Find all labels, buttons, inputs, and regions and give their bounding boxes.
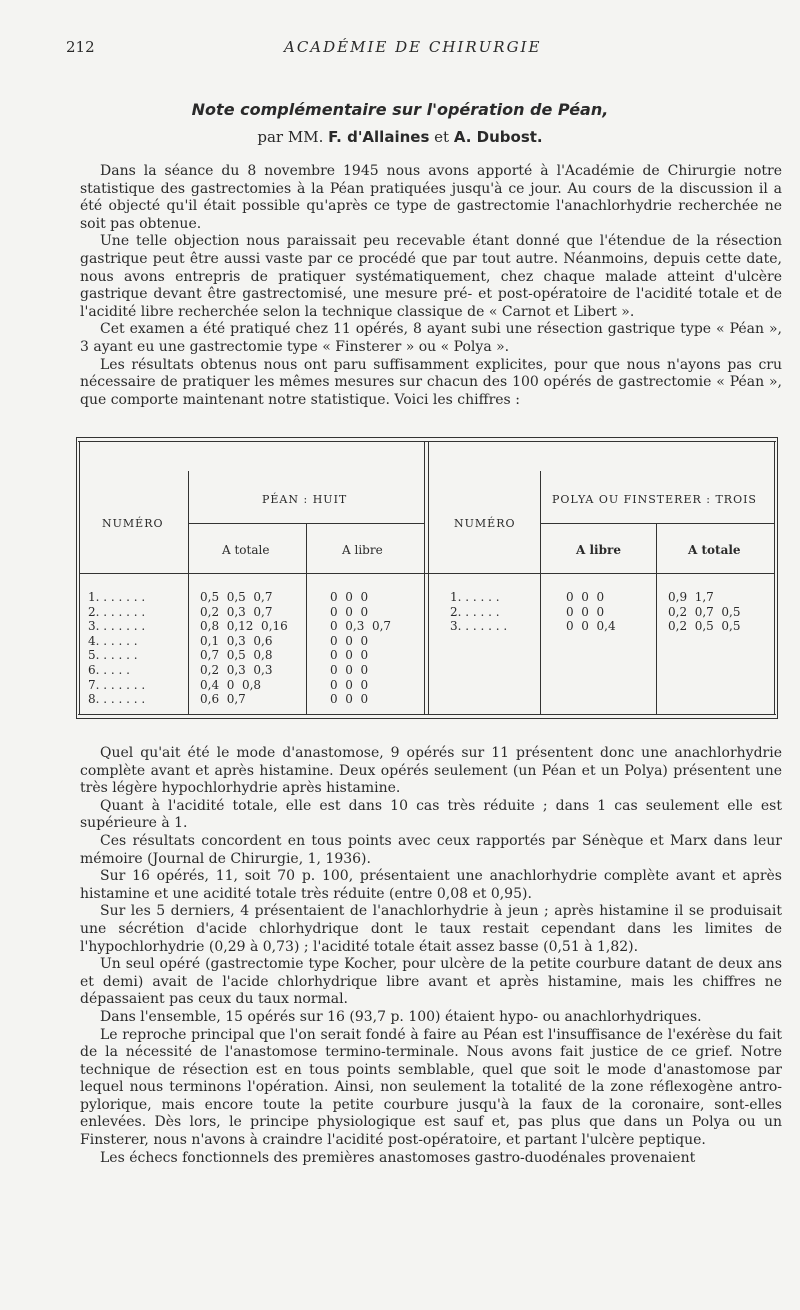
table-rule-header — [80, 573, 774, 574]
table-border-left — [76, 437, 77, 719]
header-pean-group: PÉAN : HUIT — [262, 493, 348, 506]
table-border-top — [76, 437, 778, 438]
paragraph: Sur les 5 derniers, 4 présentaient de l'anachlorhydrie à jeun ; après histamine il se produisait une sécrétion d'acide chlorhydrique dont le taux restait cependant dans les limites de l'hypochlorhydrie (0,29 à 0,73) ; l'acidité totale était assez basse (0,51 à 1,82). — [80, 903, 782, 955]
header-polya-totale: A totale — [688, 543, 741, 557]
header-polya-group: POLYA OU FINSTERER : TROIS — [552, 493, 757, 506]
pean-row-numbers: 1. . . . . . . 2. . . . . . . 3. . . . . . . 4. . . . . . 5. . . . . . 6. . . . . 7. . . . . . . 8. . . . . . . — [88, 590, 146, 707]
table-border-bottom-inner — [78, 714, 776, 715]
page-number: 212 — [66, 38, 95, 56]
table-divider-pean-sub — [306, 523, 307, 715]
paragraph: Dans la séance du 8 novembre 1945 nous avons apporté à l'Académie de Chirurgie notre statistique des gastrectomies à la Péan pratiquées jusqu'à ce jour. Au cours de la discussion il a été objecté qu'il était possible qu'après ce type de gastrectomie l'anachlorhydrie recherchée ne soit pas obtenue. — [80, 163, 782, 232]
table-divider-numero-pean — [188, 471, 189, 715]
polya-totale-values: 0,9 1,7 0,2 0,7 0,5 0,2 0,5 0,5 — [668, 590, 741, 634]
table-divider-numero-polya — [540, 471, 541, 715]
paragraph: Le reproche principal que l'on serait fondé à faire au Péan est l'insuffisance de l'exérèse du fait de la nécessité de l'anastomose termino-terminale. Nous avons fait justice de ce grief. Notre technique de résection est en tous points semblable, quel que soit le mode d'anastomose par lequel nous terminons l'opération. Ainsi, non seulement la totalité de la zone réflexogène antro-pylorique, mais encore toute la petite courbure jusqu'à la faux de la coronaire, sont-elles enlevées. Dès lors, le principe physiologique est sauf et, pas plus que dans un Polya ou un Finsterer, nous n'avons à craindre l'acidité post-opératoire, et partant l'ulcère peptique. — [80, 1026, 782, 1149]
polya-row-numbers: 1. . . . . . 2. . . . . . 3. . . . . . . — [450, 590, 508, 634]
table-border-left-inner — [79, 441, 80, 715]
table-border-right — [777, 437, 778, 719]
byline — [0, 128, 800, 146]
header-polya-libre: A libre — [576, 543, 621, 557]
paragraph: Cet examen a été pratiqué chez 11 opérés, 8 ayant subi une résection gastrique type « Péan », 3 ayant eu une gastrectomie type « Finsterer » ou « Polya ». — [80, 321, 782, 355]
table-border-bottom — [76, 718, 778, 719]
paragraph: Les résultats obtenus nous ont paru suffisamment explicites, pour que nous n'ayons pas cru nécessaire de pratiquer les mêmes mesures sur chacun des 100 opérés de gastrectomie « Péan », que comporte maintenant notre statistique. Voici les chiffres : — [80, 356, 782, 408]
table-rule-pean-group — [188, 523, 424, 524]
paragraph: Sur 16 opérés, 11, soit 70 p. 100, présentaient une anachlorhydrie complète avant et après histamine et une acidité totale très réduite (entre 0,08 et 0,95). — [80, 868, 782, 902]
acidity-table — [76, 437, 778, 719]
table-border-right-inner — [774, 441, 775, 715]
table-border-top-inner — [78, 441, 776, 442]
page-header — [66, 38, 740, 58]
author-1: F. d'Allaines — [328, 128, 430, 146]
table-divider-polya-sub — [656, 523, 657, 715]
author-2: A. Dubost. — [453, 128, 543, 146]
header-numero-left: NUMÉRO — [102, 517, 164, 530]
header-pean-totale: A totale — [222, 543, 270, 557]
paragraph: Dans l'ensemble, 15 opérés sur 16 (93,7 p. 100) étaient hypo- ou anachlorhydriques. — [100, 1008, 702, 1025]
table-rule-polya-group — [540, 523, 774, 524]
polya-libre-values: 0 0 0 0 0 0 0 0 0,4 — [566, 590, 616, 634]
pean-libre-values: 0 0 0 0 0 0 0 0,3 0,7 0 0 0 0 0 0 0 0 0 0 0 0 0 0 0 — [330, 590, 392, 707]
byline-conj: et — [434, 128, 450, 146]
paragraph: Les échecs fonctionnels des premières anastomoses gastro-duodénales provenaient — [100, 1149, 696, 1166]
header-numero-right: NUMÉRO — [454, 517, 516, 530]
paragraph: Une telle objection nous paraissait peu recevable étant donné que l'étendue de la résection gastrique peut être aussi vaste par ce procédé que par tout autre. Néanmoins, depuis cette date, nous avons entrepris de pratiquer systématiquement, chez chaque malade atteint d'ulcère gastrique devant être gastrectomisé, une mesure pré- et post-opératoire de l'acidité totale et de l'acidité libre recherchée selon la technique classique de « Carnot et Libert ». — [80, 233, 782, 320]
article-title: Note complémentaire sur l'opération de Péan, — [191, 100, 609, 119]
body-text — [80, 745, 782, 1167]
intro-text — [80, 163, 782, 409]
paragraph: Un seul opéré (gastrectomie type Kocher, pour ulcère de la petite courbure datant de deux ans et demi) avait de l'acide chlorhydrique libre avant et après histamine, mais les chiffres ne dépassaient pas ceux du taux normal. — [80, 956, 782, 1008]
paragraph: Ces résultats concordent en tous points avec ceux rapportés par Sénèque et Marx dans leur mémoire (Journal de Chirurgie, 1, 1936). — [80, 832, 782, 867]
byline-prefix: par MM. — [257, 128, 324, 146]
paragraph: Quant à l'acidité totale, elle est dans 10 cas très réduite ; dans 1 cas seulement elle est supérieure à 1. — [80, 797, 782, 832]
table-divider-middle — [424, 441, 425, 715]
paragraph: Quel qu'ait été le mode d'anastomose, 9 opérés sur 11 présentent donc une anachlorhydrie complète avant et après histamine. Deux opérés seulement (un Péan et un Polya) présentent une très légère hypochlorhydrie après histamine. — [80, 745, 782, 797]
header-pean-libre: A libre — [342, 543, 383, 557]
running-title: ACADÉMIE DE CHIRURGIE — [284, 38, 542, 56]
table-divider-middle-2 — [428, 441, 429, 715]
pean-totale-values: 0,5 0,5 0,7 0,2 0,3 0,7 0,8 0,12 0,16 0,1 0,3 0,6 0,7 0,5 0,8 0,2 0,3 0,3 0,4 0 0,8 0,6 0,7 — [200, 590, 288, 707]
